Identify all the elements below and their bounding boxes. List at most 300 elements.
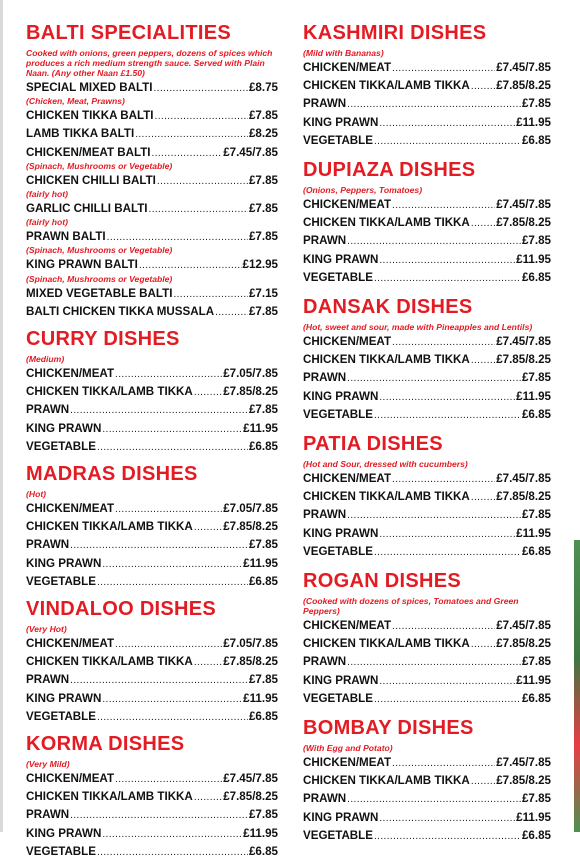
menu-item-row — [303, 60, 551, 76]
menu-item — [26, 173, 278, 199]
item-name: KING PRAWN — [303, 673, 379, 687]
menu-item — [26, 201, 278, 227]
dot-leader — [139, 258, 242, 273]
item-price: £7.85 — [248, 403, 278, 417]
menu-item-row — [26, 691, 278, 707]
item-price: £7.85 — [248, 673, 278, 687]
menu-item-row — [303, 691, 551, 707]
item-price: £7.85/8.25 — [223, 790, 278, 804]
menu-item — [303, 526, 551, 542]
item-name: PRAWN — [26, 673, 70, 687]
section-heading: KORMA DISHES — [26, 733, 185, 756]
menu-item-row — [26, 771, 278, 787]
menu-item — [26, 80, 278, 106]
section-bombay-dishes — [303, 717, 551, 844]
item-name: VEGETABLE — [303, 407, 373, 421]
menu-item — [26, 844, 278, 860]
item-name: PRAWN — [26, 538, 70, 552]
item-name: CHICKEN TIKKA/LAMB TIKKA — [26, 385, 193, 399]
dot-leader — [374, 134, 521, 149]
dot-leader — [102, 827, 242, 842]
item-price: £7.45/7.85 — [496, 472, 551, 486]
dot-leader — [471, 637, 495, 652]
dot-leader — [347, 234, 521, 249]
section-heading: VINDALOO DISHES — [26, 598, 217, 621]
dot-leader — [471, 490, 495, 505]
menu-item — [26, 672, 278, 688]
section-heading: DUPIAZA DISHES — [303, 159, 476, 182]
dot-leader — [374, 829, 521, 844]
dot-leader — [70, 808, 248, 823]
item-name: CHICKEN CHILLI BALTI — [26, 173, 156, 187]
item-price: £11.95 — [516, 526, 551, 540]
item-price: £6.85 — [521, 544, 551, 558]
dot-leader — [347, 371, 521, 386]
menu-item-row — [26, 201, 278, 217]
menu-item — [303, 654, 551, 670]
dot-leader — [115, 367, 222, 382]
menu-item-row — [26, 421, 278, 437]
item-price: £7.85 — [248, 230, 278, 244]
section-heading: PATIA DISHES — [303, 433, 443, 456]
item-price: £6.85 — [521, 133, 551, 147]
item-name: PRAWN — [303, 371, 347, 385]
dot-leader — [194, 790, 222, 805]
left-column — [26, 22, 278, 860]
dot-leader — [379, 116, 515, 131]
dot-leader — [347, 508, 521, 523]
menu-item — [303, 370, 551, 386]
item-price: £7.85 — [248, 304, 278, 318]
section-note: (Hot, sweet and sour, made with Pineapples and Lentils) — [303, 322, 533, 333]
section-note: (Hot) — [26, 489, 47, 500]
item-name: CHICKEN/MEAT — [26, 502, 115, 516]
menu-item-row — [303, 389, 551, 405]
item-name: KING PRAWN — [26, 556, 102, 570]
menu-item — [303, 215, 551, 231]
item-name: CHICKEN/MEAT — [303, 472, 392, 486]
dot-leader — [155, 109, 248, 124]
menu-item-row — [303, 507, 551, 523]
dot-leader — [392, 619, 495, 634]
menu-item-row — [303, 654, 551, 670]
menu-item — [26, 286, 278, 302]
section-dupiaza-dishes — [303, 159, 551, 286]
menu-item-row — [303, 233, 551, 249]
item-price: £7.85/8.25 — [496, 353, 551, 367]
menu-item — [303, 389, 551, 405]
menu-item — [26, 556, 278, 572]
menu-item — [26, 501, 278, 517]
menu-item — [303, 352, 551, 368]
item-price: £6.85 — [248, 574, 278, 588]
menu-item-row — [26, 519, 278, 535]
section-heading: CURRY DISHES — [26, 328, 180, 351]
item-price: £11.95 — [516, 115, 551, 129]
menu-item — [303, 489, 551, 505]
menu-item-row — [303, 755, 551, 771]
dot-leader — [471, 79, 495, 94]
item-name: CHICKEN TIKKA/LAMB TIKKA — [303, 79, 470, 93]
dot-leader — [374, 271, 521, 286]
item-price: £6.85 — [521, 407, 551, 421]
item-name: PRAWN — [26, 403, 70, 417]
menu-item-row — [303, 96, 551, 112]
item-price: £6.85 — [248, 439, 278, 453]
section-curry-dishes — [26, 328, 278, 455]
section-patia-dishes — [303, 433, 551, 560]
section-note: (Cooked with dozens of spices, Tomatoes and Green Peppers) — [303, 596, 519, 617]
item-name: CHICKEN/MEAT — [303, 335, 392, 349]
item-name: VEGETABLE — [26, 709, 96, 723]
item-name: CHICKEN/MEAT — [303, 198, 392, 212]
menu-item — [303, 507, 551, 523]
item-name: KING PRAWN — [26, 691, 102, 705]
item-name: VEGETABLE — [303, 828, 373, 842]
menu-item-row — [303, 791, 551, 807]
menu-item — [303, 755, 551, 771]
item-name: PRAWN — [26, 808, 70, 822]
dot-leader — [102, 692, 242, 707]
menu-item-row — [26, 574, 278, 590]
item-subnote: (Chicken, Meat, Prawns) — [26, 96, 125, 107]
item-name: KING PRAWN — [26, 826, 102, 840]
item-price: £7.05/7.85 — [223, 637, 278, 651]
dot-leader — [102, 557, 242, 572]
dot-leader — [379, 811, 515, 826]
menu-item-row — [26, 439, 278, 455]
item-name: CHICKEN/MEAT — [26, 637, 115, 651]
item-price: £6.85 — [521, 828, 551, 842]
menu-item-row — [26, 807, 278, 823]
dot-leader — [97, 440, 248, 455]
item-name: PRAWN — [303, 508, 347, 522]
section-rogan-dishes — [303, 570, 551, 707]
item-price: £7.85/8.25 — [223, 385, 278, 399]
item-name: MIXED VEGETABLE BALTI — [26, 286, 173, 300]
menu-item-row — [303, 673, 551, 689]
item-subnote: (fairly hot) — [26, 189, 69, 200]
item-name: KING PRAWN — [303, 526, 379, 540]
item-name: CHICKEN TIKKA/LAMB TIKKA — [26, 790, 193, 804]
menu-item-row — [26, 286, 278, 302]
dot-leader — [347, 655, 521, 670]
item-name: SPECIAL MIXED BALTI — [26, 81, 153, 94]
item-name: CHICKEN/MEAT BALTI — [26, 145, 151, 159]
item-price: £7.85 — [521, 655, 551, 669]
menu-item-row — [26, 366, 278, 382]
item-name: CHICKEN TIKKA/LAMB TIKKA — [303, 216, 470, 230]
section-heading: KASHMIRI DISHES — [303, 22, 487, 44]
menu-item-row — [26, 672, 278, 688]
item-subnote: (Spinach, Mushrooms or Vegetable) — [26, 273, 173, 284]
menu-item-row — [303, 215, 551, 231]
item-price: £11.95 — [243, 826, 278, 840]
section-note: (Onions, Peppers, Tomatoes) — [303, 185, 423, 196]
menu-item-row — [26, 304, 278, 320]
dot-leader — [471, 774, 495, 789]
menu-item — [26, 771, 278, 787]
section-note: (Very Mild) — [26, 759, 70, 770]
item-name: KING PRAWN — [303, 810, 379, 824]
section-heading: BOMBAY DISHES — [303, 717, 474, 740]
section-balti-specialities — [26, 22, 278, 320]
item-name: PRAWN — [303, 97, 347, 111]
menu-item-row — [26, 789, 278, 805]
menu-item — [26, 421, 278, 437]
item-name: LAMB TIKKA BALTI — [26, 127, 135, 141]
menu-item-row — [26, 844, 278, 860]
item-price: £6.85 — [248, 844, 278, 858]
menu-item — [303, 407, 551, 423]
item-price: £7.85/8.25 — [496, 637, 551, 651]
item-price: £7.85/8.25 — [496, 216, 551, 230]
menu-item-row — [26, 229, 278, 245]
section-heading: BALTI SPECIALITIES — [26, 22, 232, 44]
item-name: CHICKEN TIKKA/LAMB TIKKA — [303, 353, 470, 367]
dot-leader — [392, 61, 495, 76]
dot-leader — [135, 127, 248, 142]
section-note: Cooked with onions, green peppers, dozens of spices which produces a rich medium strength sauce. Served with Plain Naan. (Any other Naan £1.50) — [26, 48, 273, 78]
item-price: £6.85 — [521, 270, 551, 284]
item-price: £7.85 — [248, 808, 278, 822]
item-price: £7.85 — [248, 109, 278, 123]
menu-item — [26, 229, 278, 255]
item-price: £12.95 — [242, 258, 278, 272]
dot-leader — [194, 385, 222, 400]
item-price: £6.85 — [521, 691, 551, 705]
item-price: £11.95 — [516, 673, 551, 687]
item-price: £7.85/8.25 — [496, 79, 551, 93]
menu-item — [303, 133, 551, 149]
section-kashmiri-dishes — [303, 22, 551, 149]
right-column — [303, 22, 551, 844]
menu-item — [26, 402, 278, 418]
item-name: PRAWN — [303, 792, 347, 806]
item-price: £6.85 — [248, 709, 278, 723]
menu-item-row — [26, 384, 278, 400]
menu-item-row — [303, 252, 551, 268]
menu-item — [303, 544, 551, 560]
menu-item-row — [26, 826, 278, 842]
item-price: £7.85 — [521, 234, 551, 248]
item-price: £7.45/7.85 — [496, 61, 551, 74]
item-name: CHICKEN TIKKA/LAMB TIKKA — [303, 490, 470, 504]
menu-item — [303, 471, 551, 487]
menu-item — [303, 791, 551, 807]
dot-leader — [115, 772, 222, 787]
dot-leader — [153, 81, 248, 96]
item-price: £7.45/7.85 — [223, 772, 278, 786]
section-dansak-dishes — [303, 296, 551, 423]
dot-leader — [97, 710, 248, 725]
menu-item — [303, 618, 551, 634]
item-price: £11.95 — [516, 389, 551, 403]
dot-leader — [374, 545, 521, 560]
menu-item — [26, 654, 278, 670]
item-price: £7.85 — [248, 202, 278, 216]
menu-item-row — [26, 80, 278, 96]
menu-item-row — [303, 636, 551, 652]
item-name: VEGETABLE — [26, 844, 96, 858]
section-heading: DANSAK DISHES — [303, 296, 473, 319]
menu-item-row — [26, 501, 278, 517]
dot-leader — [471, 353, 495, 368]
menu-item-row — [303, 133, 551, 149]
menu-item-row — [26, 257, 278, 273]
item-name: PRAWN — [303, 655, 347, 669]
menu-item — [303, 828, 551, 844]
item-name: CHICKEN/MEAT — [303, 61, 392, 74]
menu-item — [26, 537, 278, 553]
item-name: CHICKEN TIKKA BALTI — [26, 109, 154, 123]
menu-item — [26, 574, 278, 590]
menu-item-row — [303, 773, 551, 789]
menu-item — [303, 673, 551, 689]
dot-leader — [97, 575, 248, 590]
item-name: CHICKEN TIKKA/LAMB TIKKA — [303, 774, 470, 788]
menu-item — [303, 233, 551, 249]
item-price: £7.85 — [521, 97, 551, 111]
menu-item-row — [303, 810, 551, 826]
dot-leader — [379, 253, 515, 268]
menu-item — [303, 636, 551, 652]
dot-leader — [392, 472, 495, 487]
item-name: VEGETABLE — [303, 133, 373, 147]
menu-item — [26, 304, 278, 320]
item-subnote: (Spinach, Mushrooms or Vegetable) — [26, 160, 173, 171]
item-price: £11.95 — [243, 556, 278, 570]
dot-leader — [149, 202, 248, 217]
item-price: £7.45/7.85 — [496, 619, 551, 633]
menu-item — [26, 636, 278, 652]
section-heading: MADRAS DISHES — [26, 463, 198, 486]
menu-item-row — [303, 489, 551, 505]
dot-leader — [215, 305, 248, 320]
section-heading: ROGAN DISHES — [303, 570, 462, 593]
item-name: CHICKEN/MEAT — [303, 619, 392, 633]
dot-leader — [374, 692, 521, 707]
item-name: VEGETABLE — [26, 439, 96, 453]
menu-item — [303, 270, 551, 286]
menu-item-row — [303, 197, 551, 213]
section-note: (With Egg and Potato) — [303, 743, 393, 754]
section-madras-dishes — [26, 463, 278, 590]
menu-item — [303, 773, 551, 789]
item-subnote: (fairly hot) — [26, 217, 69, 228]
menu-item — [26, 826, 278, 842]
menu-item-row — [26, 654, 278, 670]
page-edge-decoration — [574, 540, 580, 832]
section-note: (Hot and Sour, dressed with cucumbers) — [303, 459, 468, 470]
section-vindaloo-dishes — [26, 598, 278, 725]
item-name: GARLIC CHILLI BALTI — [26, 202, 148, 216]
item-price: £7.85 — [521, 508, 551, 522]
dot-leader — [70, 673, 248, 688]
dot-leader — [152, 146, 223, 161]
item-price: £7.85 — [248, 173, 278, 187]
item-price: £7.45/7.85 — [223, 145, 278, 159]
menu-item — [26, 108, 278, 124]
item-name: PRAWN BALTI — [26, 230, 106, 244]
dot-leader — [374, 408, 521, 423]
dot-leader — [194, 520, 222, 535]
item-price: £7.45/7.85 — [496, 756, 551, 770]
section-korma-dishes — [26, 733, 278, 860]
menu-item-row — [26, 108, 278, 124]
item-name: KING PRAWN — [26, 421, 102, 435]
item-price: £7.85/8.25 — [496, 774, 551, 788]
menu-item-row — [303, 407, 551, 423]
menu-item — [26, 691, 278, 707]
menu-item-row — [26, 145, 278, 161]
menu-item-row — [303, 828, 551, 844]
menu-item-row — [303, 471, 551, 487]
dot-leader — [102, 422, 242, 437]
menu-item — [303, 334, 551, 350]
item-name: CHICKEN/MEAT — [303, 756, 392, 770]
menu-item-row — [26, 709, 278, 725]
menu-item — [303, 60, 551, 76]
menu-item — [26, 366, 278, 382]
dot-leader — [471, 216, 495, 231]
item-price: £7.05/7.85 — [223, 502, 278, 516]
menu-item-row — [303, 370, 551, 386]
dot-leader — [115, 502, 222, 517]
dot-leader — [194, 655, 222, 670]
dot-leader — [157, 174, 248, 189]
item-name: CHICKEN/MEAT — [26, 772, 115, 786]
section-note: (Mild with Bananas) — [303, 48, 384, 58]
menu-item — [26, 789, 278, 805]
item-price: £7.85 — [521, 792, 551, 806]
item-price: £7.45/7.85 — [496, 198, 551, 212]
menu-item — [303, 252, 551, 268]
item-price: £8.25 — [248, 127, 278, 141]
item-price: £7.45/7.85 — [496, 335, 551, 349]
menu-item-row — [303, 115, 551, 131]
item-price: £7.15 — [248, 286, 278, 300]
menu-item-row — [26, 402, 278, 418]
menu-item — [303, 197, 551, 213]
dot-leader — [379, 527, 515, 542]
item-price: £8.75 — [248, 81, 278, 94]
dot-leader — [70, 403, 248, 418]
item-name: VEGETABLE — [303, 270, 373, 284]
menu-item — [303, 78, 551, 94]
dot-leader — [379, 674, 515, 689]
dot-leader — [392, 198, 495, 213]
item-price: £7.85 — [521, 371, 551, 385]
item-name: KING PRAWN BALTI — [26, 258, 138, 272]
item-name: KING PRAWN — [303, 252, 379, 266]
menu-item — [303, 691, 551, 707]
item-name: CHICKEN TIKKA/LAMB TIKKA — [26, 520, 193, 534]
item-name: CHICKEN/MEAT — [26, 367, 115, 381]
item-price: £11.95 — [243, 421, 278, 435]
menu-item — [26, 807, 278, 823]
dot-leader — [97, 845, 248, 860]
item-price: £7.85/8.25 — [496, 490, 551, 504]
menu-item — [303, 115, 551, 131]
item-name: BALTI CHICKEN TIKKA MUSSALA — [26, 304, 215, 318]
item-name: VEGETABLE — [303, 544, 373, 558]
dot-leader — [173, 287, 248, 302]
item-name: KING PRAWN — [303, 389, 379, 403]
item-name: CHICKEN TIKKA/LAMB TIKKA — [303, 637, 470, 651]
item-name: PRAWN — [303, 234, 347, 248]
menu-item — [26, 439, 278, 455]
